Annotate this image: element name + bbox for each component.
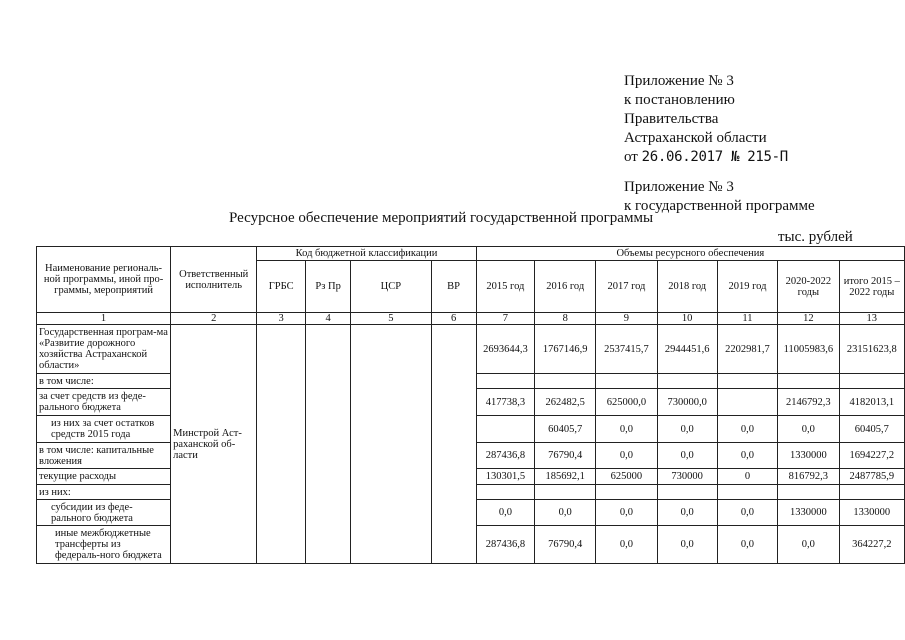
- value-2017: 0,0: [596, 443, 657, 469]
- value-2018: 0,0: [657, 526, 717, 564]
- row-name: за счет средств из феде-рального бюджета: [37, 389, 171, 416]
- row-name: иные межбюджетные трансферты из федераль-ного бюджета: [37, 526, 171, 564]
- appendix-to-resolution: к постановлению: [624, 92, 735, 108]
- header-csr: ЦСР: [351, 261, 431, 313]
- value-2019: 0: [717, 469, 777, 485]
- value-2019: 0,0: [717, 443, 777, 469]
- value-2016: 76790,4: [535, 526, 596, 564]
- value-2015: 287436,8: [476, 443, 534, 469]
- value-2015: 287436,8: [476, 526, 534, 564]
- value-2020-2022: [778, 485, 840, 500]
- value-2020-2022: 1330000: [778, 500, 840, 526]
- value-2016: 262482,5: [535, 389, 596, 416]
- value-total: 60405,7: [839, 416, 904, 443]
- rzpr-cell: [306, 325, 351, 564]
- value-2018: 0,0: [657, 443, 717, 469]
- value-2018: 0,0: [657, 500, 717, 526]
- value-2017: 0,0: [596, 526, 657, 564]
- value-2017: 0,0: [596, 500, 657, 526]
- value-2018: 0,0: [657, 416, 717, 443]
- value-2015: 2693644,3: [476, 325, 534, 374]
- table-row: [37, 325, 905, 374]
- column-number: 7: [476, 313, 534, 325]
- column-number: 11: [717, 313, 777, 325]
- vr-cell: [431, 325, 476, 564]
- appendix-date-line: [624, 148, 788, 167]
- column-number: 9: [596, 313, 657, 325]
- row-name: текущие расходы: [37, 469, 171, 485]
- appendix-header-resolution: [624, 72, 788, 167]
- header-code-group: Код бюджетной классификации: [257, 247, 476, 261]
- column-number: 4: [306, 313, 351, 325]
- row-name: Государственная програм-ма «Развитие дорожного хозяйства Астраханской области»: [37, 325, 171, 374]
- value-2015: 130301,5: [476, 469, 534, 485]
- value-total: [839, 485, 904, 500]
- value-total: 4182013,1: [839, 389, 904, 416]
- header-2017: 2017 год: [596, 261, 657, 313]
- header-grbs: ГРБС: [257, 261, 306, 313]
- value-2017: 625000: [596, 469, 657, 485]
- value-2019: 0,0: [717, 500, 777, 526]
- header-2018: 2018 год: [657, 261, 717, 313]
- value-2016: 60405,7: [535, 416, 596, 443]
- row-name: из них:: [37, 485, 171, 500]
- value-2019: 0,0: [717, 526, 777, 564]
- value-2020-2022: 2146792,3: [778, 389, 840, 416]
- value-2019: 2202981,7: [717, 325, 777, 374]
- value-total: [839, 374, 904, 389]
- column-number: 13: [839, 313, 904, 325]
- header-volume-group: Объемы ресурсного обеспечения: [476, 247, 904, 261]
- row-name: из них за счет остатков средств 2015 года: [37, 416, 171, 443]
- value-2016: 0,0: [535, 500, 596, 526]
- value-2020-2022: [778, 374, 840, 389]
- header-2020-2022: 2020-2022 годы: [778, 261, 840, 313]
- column-number: 12: [778, 313, 840, 325]
- column-number: 3: [257, 313, 306, 325]
- document-title: Ресурсное обеспечение мероприятий государственной программы: [229, 210, 654, 226]
- executor-cell: Минстрой Аст-раханской об-ласти: [171, 325, 257, 564]
- header-total: итого 2015 – 2022 годы: [839, 261, 904, 313]
- units-label: тыс. рублей: [778, 229, 853, 245]
- appendix-government: Правительства: [624, 111, 719, 127]
- value-2015: [476, 374, 534, 389]
- value-2018: 730000,0: [657, 389, 717, 416]
- value-total: 1330000: [839, 500, 904, 526]
- value-2017: 625000,0: [596, 389, 657, 416]
- value-2018: 730000: [657, 469, 717, 485]
- column-number: 1: [37, 313, 171, 325]
- column-number: 10: [657, 313, 717, 325]
- appendix-date-handwritten: 26.06.2017 № 215-П: [641, 149, 788, 165]
- value-total: 364227,2: [839, 526, 904, 564]
- row-name: субсидии из феде-рального бюджета: [37, 500, 171, 526]
- grbs-cell: [257, 325, 306, 564]
- value-2016: [535, 485, 596, 500]
- header-vr: ВР: [431, 261, 476, 313]
- value-2019: [717, 485, 777, 500]
- value-2016: 185692,1: [535, 469, 596, 485]
- csr-cell: [351, 325, 431, 564]
- header-2019: 2019 год: [717, 261, 777, 313]
- appendix-number: Приложение № 3: [624, 73, 734, 89]
- value-2015: [476, 485, 534, 500]
- value-2015: 0,0: [476, 500, 534, 526]
- header-2015: 2015 год: [476, 261, 534, 313]
- value-2020-2022: 0,0: [778, 416, 840, 443]
- value-2017: 0,0: [596, 416, 657, 443]
- value-2019: [717, 374, 777, 389]
- value-2020-2022: 11005983,6: [778, 325, 840, 374]
- column-number: 8: [535, 313, 596, 325]
- value-2015: 417738,3: [476, 389, 534, 416]
- value-2018: 2944451,6: [657, 325, 717, 374]
- resource-table: [36, 246, 905, 564]
- row-name: в том числе: капитальные вложения: [37, 443, 171, 469]
- value-2016: [535, 374, 596, 389]
- value-2020-2022: 0,0: [778, 526, 840, 564]
- value-2015: [476, 416, 534, 443]
- value-2019: [717, 389, 777, 416]
- header-2016: 2016 год: [535, 261, 596, 313]
- value-2020-2022: 816792,3: [778, 469, 840, 485]
- value-total: 1694227,2: [839, 443, 904, 469]
- value-2017: [596, 485, 657, 500]
- value-total: 23151623,8: [839, 325, 904, 374]
- appendix2-to-program: к государственной программе: [624, 198, 815, 214]
- header-executor: Ответственный исполнитель: [171, 247, 257, 313]
- column-number: 5: [351, 313, 431, 325]
- value-2017: 2537415,7: [596, 325, 657, 374]
- header-name: Наименование региональ-ной программы, иной про-граммы, мероприятий: [37, 247, 171, 313]
- appendix-region: Астраханской области: [624, 130, 767, 146]
- appendix2-number: Приложение № 3: [624, 179, 734, 195]
- value-2020-2022: 1330000: [778, 443, 840, 469]
- row-name: в том числе:: [37, 374, 171, 389]
- column-number: 2: [171, 313, 257, 325]
- value-2016: 1767146,9: [535, 325, 596, 374]
- appendix-date-prefix: от: [624, 149, 638, 165]
- value-2019: 0,0: [717, 416, 777, 443]
- column-number-row: [37, 313, 905, 325]
- value-2018: [657, 485, 717, 500]
- value-2017: [596, 374, 657, 389]
- value-2016: 76790,4: [535, 443, 596, 469]
- header-rzpr: Рз Пр: [306, 261, 351, 313]
- column-number: 6: [431, 313, 476, 325]
- value-total: 2487785,9: [839, 469, 904, 485]
- value-2018: [657, 374, 717, 389]
